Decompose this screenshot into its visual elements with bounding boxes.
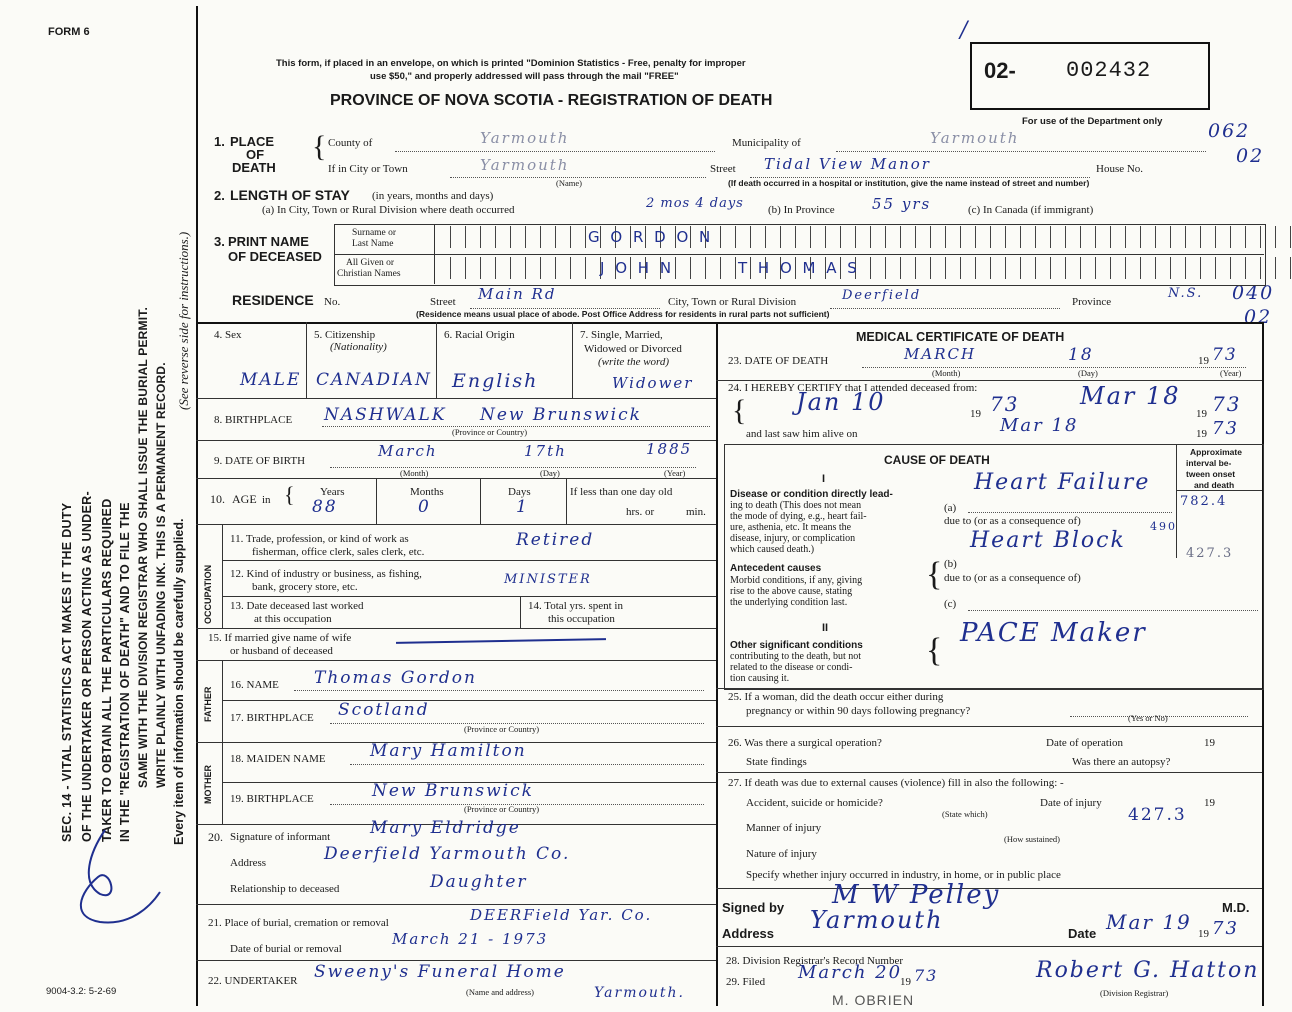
occupation-side-label: OCCUPATION — [203, 564, 213, 624]
industry-label-2: bank, grocery store, etc. — [252, 581, 358, 593]
mother-birthplace-value: New Brunswick — [372, 781, 534, 801]
dob-year: 1885 — [646, 440, 693, 458]
personal-row-bottom — [196, 398, 716, 399]
residence-city-line — [830, 308, 1060, 309]
attended-to-year-prefix: 19 — [1196, 408, 1207, 420]
industry-label-1: 12. Kind of industry or business, as fishing, — [230, 568, 422, 580]
yes-no-note: (Yes or No) — [1128, 713, 1168, 723]
racial-value: English — [452, 370, 539, 392]
death-month-note: (Month) — [932, 368, 961, 378]
total-years-label-1: 14. Total yrs. spent in — [528, 600, 623, 612]
marital-label-2: Widowed or Divorced — [584, 343, 682, 355]
cause-a-label: (a) — [944, 502, 957, 514]
age-months-divider — [480, 478, 481, 524]
interval-label-2: interval be- — [1186, 458, 1232, 468]
death-date-line — [862, 367, 1246, 368]
surname-value: G O R D O N — [588, 228, 714, 246]
trade-row-bottom — [222, 560, 716, 561]
side-instruction-3: TAKER TO OBTAIN ALL THE PARTICULARS REQUIRED — [100, 498, 114, 842]
father-birthplace-label: 17. BIRTHPLACE — [230, 712, 314, 724]
antecedent-label-3: the underlying condition last. — [730, 597, 848, 608]
stay-b-label: (b) In Province — [768, 204, 835, 216]
medical-title: MEDICAL CERTIFICATE OF DEATH — [856, 330, 1065, 344]
county-value: Yarmouth — [480, 129, 570, 147]
part-two-label: II — [822, 622, 829, 634]
direct-cause-label-3: the mode of dying, e.g., heart fail- — [730, 511, 867, 522]
cause-title: CAUSE OF DEATH — [884, 453, 990, 467]
stay-number: 2. — [214, 188, 225, 203]
place-label-2: OF — [246, 147, 265, 162]
dob-month-note: (Month) — [400, 468, 429, 478]
place-label-1: PLACE — [230, 134, 275, 149]
age-days-divider — [566, 478, 567, 524]
cause-a-code: 782.4 — [1180, 494, 1228, 509]
spouse-row-bottom — [196, 660, 716, 661]
father-side-label: FATHER — [203, 686, 213, 722]
cause-b-label: (b) — [944, 558, 957, 570]
city-name-note: (Name) — [556, 178, 582, 188]
citizenship-value: CANADIAN — [316, 370, 432, 390]
direct-cause-label-4: ure, asthenia, etc. It means the — [730, 522, 852, 533]
occupation-row-bottom — [196, 628, 716, 629]
side-instruction-5: SAME WITH THE DIVISION REGISTRAR WHO SHALL ISSUE THE BURIAL PERMIT. — [136, 307, 150, 788]
place-number: 1. — [214, 134, 225, 149]
interval-divider — [1176, 444, 1177, 558]
antecedent-label-1: Morbid conditions, if any, giving — [730, 575, 863, 586]
direct-cause-label-1: Disease or condition directly lead- — [730, 489, 893, 500]
age-years-divider — [376, 478, 377, 524]
given-name-2: T H O M A S — [738, 259, 860, 277]
dob-day: 17th — [524, 442, 567, 460]
citizen-divider — [436, 322, 437, 398]
form-title: PROVINCE OF NOVA SCOTIA - REGISTRATION OF DEATH — [330, 92, 773, 109]
cause-c-line — [968, 610, 1258, 611]
informant-relationship: Daughter — [430, 872, 528, 892]
stay-c-label: (c) In Canada (if immigrant) — [968, 204, 1094, 216]
informant-signature: Mary Eldridge — [370, 818, 521, 838]
direct-cause-label-2: ing to death (This does not mean — [730, 500, 862, 511]
total-years-label-2: this occupation — [548, 613, 615, 625]
deceased-label-1: PRINT NAME — [228, 234, 309, 249]
cause-b-code: 427.3 — [1186, 546, 1234, 561]
age-years-value: 88 — [312, 497, 338, 517]
city-value: Yarmouth — [480, 156, 570, 174]
undertaker-note: (Name and address) — [466, 987, 534, 997]
side-instruction-8: (See reverse side for instructions.) — [176, 231, 191, 410]
father-name-value: Thomas Gordon — [314, 668, 477, 688]
interval-label-4: and death — [1194, 480, 1235, 490]
direct-cause-label-5: disease, injury, or complication — [730, 533, 856, 544]
manner-label: Manner of injury — [746, 822, 822, 834]
interval-header-line — [1176, 490, 1262, 491]
father-birthplace-note: (Province or Country) — [464, 724, 540, 734]
department-use-label: For use of the Department only — [1022, 116, 1163, 127]
form-number: FORM 6 — [48, 26, 90, 38]
city-label: If in City or Town — [328, 163, 408, 175]
registration-number-box — [970, 42, 1210, 110]
external-row-top — [716, 772, 1262, 773]
burial-place-label: 21. Place of burial, cremation or removal — [208, 917, 389, 929]
last-saw-year: 73 — [1212, 418, 1239, 439]
side-instruction-7: Every item of information should be carefully supplied. — [172, 518, 186, 845]
burial-date: March 21 - 1973 — [392, 930, 549, 948]
birthplace-province: New Brunswick — [480, 405, 642, 425]
age-months-value: 0 — [418, 497, 431, 517]
birthplace-row-bottom — [196, 440, 716, 441]
interval-label-1: Approximate — [1190, 447, 1242, 457]
deceased-label-2: OF DECEASED — [228, 249, 322, 264]
municipality-value: Yarmouth — [930, 129, 1020, 147]
side-instruction-6: WRITE PLAINLY WITH UNFADING INK. THIS IS A PERMANENT RECORD. — [154, 362, 168, 788]
mother-birthplace-label: 19. BIRTHPLACE — [230, 793, 314, 805]
spouse-blank-stroke — [396, 638, 606, 644]
interval-label-3: tween onset — [1186, 469, 1236, 479]
trade-label-1: 11. Trade, profession, or kind of work as — [230, 533, 409, 545]
department-code-4: 02 — [1244, 306, 1273, 328]
occupation-side-divider — [222, 524, 223, 628]
burial-place: DEERField Yar. Co. — [470, 906, 653, 924]
mother-name-label: 18. MAIDEN NAME — [230, 753, 326, 765]
surgical-label: 26. Was there a surgical operation? — [728, 737, 882, 749]
residence-province-value: N.S. — [1168, 286, 1204, 301]
certify-label: 24. I HEREBY CERTIFY that I attended deceased from: — [728, 382, 978, 394]
form-left-border — [196, 6, 198, 1006]
surname-label-1: Surname or — [352, 228, 397, 238]
physician-year: 73 — [1212, 918, 1239, 939]
burial-row-bottom — [196, 960, 716, 961]
father-birthplace-value: Scotland — [338, 700, 430, 720]
place-label-3: DEATH — [232, 160, 276, 175]
other-conditions-brace: { — [926, 632, 943, 669]
injury-date-label: Date of injury — [1040, 797, 1102, 809]
physician-date-label: Date — [1068, 926, 1097, 941]
age-days-value: 1 — [516, 497, 529, 517]
street-note: (If death occurred in a hospital or institution, give the name instead of street and number) — [728, 178, 1090, 188]
mother-name-line — [350, 764, 704, 765]
residence-note: (Residence means usual place of abode. Post Office Address for residents in rural parts not sufficient) — [416, 309, 830, 319]
woman-row-top — [716, 688, 1262, 689]
cause-c-label: (c) — [944, 598, 957, 610]
certify-top-border — [716, 380, 1262, 381]
age-less-day-label: If less than one day old — [570, 486, 673, 498]
age-years-label: Years — [320, 486, 345, 498]
registrar-stamp: M. OBRIEN — [832, 992, 915, 1008]
antecedent-label-2: rise to the above cause, stating — [730, 586, 853, 597]
municipality-label: Municipality of — [732, 137, 801, 149]
street-value: Tidal View Manor — [764, 155, 931, 173]
due-to-label-2: due to (or as a consequence of) — [944, 572, 1081, 584]
death-date-label: 23. DATE OF DEATH — [728, 355, 829, 367]
physician-year-prefix: 19 — [1198, 928, 1209, 940]
industry-value: MINISTER — [504, 572, 592, 587]
nature-label: Nature of injury — [746, 848, 817, 860]
residence-street-value: Main Rd — [478, 285, 557, 303]
dob-month: March — [378, 442, 438, 460]
physician-address-label: Address — [722, 926, 775, 941]
mother-side-label: MOTHER — [203, 765, 213, 804]
dob-row-bottom — [196, 478, 716, 479]
mother-birthplace-note: (Province or Country) — [464, 804, 540, 814]
sex-value: MALE — [240, 370, 302, 390]
section-top-border — [196, 322, 1262, 324]
informant-address-label: Address — [230, 857, 267, 869]
last-worked-label-1: 13. Date deceased last worked — [230, 600, 364, 612]
accident-label: Accident, suicide or homicide? — [746, 797, 883, 809]
side-instruction-2: OF THE UNDERTAKER OR PERSON ACTING AS UNDER- — [80, 491, 94, 842]
name-grid-label-divider — [434, 224, 435, 284]
attended-from-year: 73 — [990, 392, 1020, 416]
sex-divider — [306, 322, 307, 398]
residence-no-label: No. — [324, 296, 341, 308]
due-to-label-1: due to (or as a consequence of) — [944, 515, 1081, 527]
racial-label: 6. Racial Origin — [444, 329, 515, 341]
operation-year-prefix: 19 — [1204, 737, 1215, 749]
name-grid-divider — [334, 254, 1264, 255]
other-conditions-label-2: contributing to the death, but not — [730, 651, 862, 662]
death-year: 73 — [1212, 345, 1238, 365]
age-in-label: in — [262, 494, 271, 506]
dob-day-note: (Day) — [540, 468, 560, 478]
death-day: 18 — [1068, 345, 1094, 365]
certify-brace: { — [732, 394, 747, 427]
column-divider — [716, 322, 718, 1006]
given-label-2: Christian Names — [337, 269, 401, 279]
informant-address: Deerfield Yarmouth Co. — [324, 844, 571, 864]
marital-value: Widower — [612, 374, 694, 392]
trade-value: Retired — [516, 530, 595, 550]
father-name-label: 16. NAME — [230, 679, 279, 691]
marital-label-1: 7. Single, Married, — [580, 329, 663, 341]
woman-label-1: 25. If a woman, did the death occur either during — [728, 691, 944, 703]
death-year-prefix: 19 — [1198, 355, 1209, 367]
death-day-note: (Day) — [1078, 368, 1098, 378]
state-which-note: (State which) — [942, 809, 988, 819]
attended-to: Mar 18 — [1080, 382, 1181, 410]
sex-label: 4. Sex — [214, 329, 242, 341]
mother-name-value: Mary Hamilton — [370, 741, 527, 761]
last-saw-date: Mar 18 — [1000, 415, 1079, 436]
md-label: M.D. — [1222, 900, 1250, 915]
part-one-label: I — [822, 473, 826, 485]
surgical-row-top — [716, 726, 1262, 727]
citizenship-label-2: (Nationality) — [330, 341, 387, 353]
citizenship-label-1: 5. Citizenship — [314, 329, 376, 341]
marital-label-3: (write the word) — [598, 356, 670, 368]
undertaker-town: Yarmouth. — [594, 985, 686, 1001]
injury-code: 427.3 — [1128, 805, 1187, 825]
birthplace-note: (Province or Country) — [452, 427, 528, 437]
filed-date: March 20 — [798, 962, 903, 983]
direct-cause-label-6: which caused death.) — [730, 544, 815, 555]
physician-date: Mar 19 — [1106, 910, 1192, 934]
age-number: 10. — [210, 492, 225, 506]
age-hours-label: hrs. or — [626, 506, 655, 518]
death-year-note: (Year) — [1220, 368, 1242, 378]
trade-label-2: fisherman, office clerk, sales clerk, etc. — [252, 546, 425, 558]
given-name-cells — [436, 257, 1292, 279]
informant-row-bottom — [196, 904, 716, 905]
informant-signature-label: Signature of informant — [230, 831, 331, 843]
other-conditions-label-3: related to the disease or condi- — [730, 662, 853, 673]
handwritten-scribble-icon — [60, 822, 170, 932]
death-month: MARCH — [904, 345, 977, 363]
racial-divider — [572, 322, 573, 398]
father-name-bottom — [222, 700, 716, 701]
footer-code: 9004-3.2: 5-2-69 — [46, 986, 117, 997]
age-brace: { — [284, 482, 295, 507]
registrar-row-top — [716, 946, 1262, 947]
registration-number: 002432 — [1066, 58, 1152, 83]
birthplace-label: 8. BIRTHPLACE — [214, 414, 293, 426]
deceased-number: 3. — [214, 234, 225, 249]
registrar-signature: Robert G. Hatton — [1036, 958, 1260, 983]
other-conditions-value: PACE Maker — [960, 618, 1147, 648]
dob-label: 9. DATE OF BIRTH — [214, 455, 306, 467]
stay-a-label: (a) In City, Town or Rural Division where death occurred — [262, 204, 515, 216]
burial-date-label: Date of burial or removal — [230, 943, 342, 955]
physician-signature: M W Pelley — [832, 880, 1001, 910]
check-mark: / — [960, 18, 970, 43]
age-months-label: Months — [410, 486, 444, 498]
last-worked-label-2: at this occupation — [254, 613, 332, 625]
age-label: AGE — [232, 492, 257, 506]
filed-year-prefix: 19 — [900, 976, 911, 988]
autopsy-label: Was there an autopsy? — [1072, 756, 1171, 768]
stay-label-note: (in years, months and days) — [372, 190, 494, 202]
mail-notice-2: use $50," and properly addressed will pass through the mail "FREE" — [370, 71, 679, 82]
attended-to-year: 73 — [1212, 392, 1242, 416]
department-code-1: 062 — [1208, 120, 1251, 142]
industry-row-bottom — [222, 596, 716, 597]
undertaker-name: Sweeny's Funeral Home — [314, 962, 566, 982]
physician-address: Yarmouth — [810, 906, 944, 934]
residence-city-value: Deerfield — [842, 288, 922, 303]
municipality-line — [836, 151, 1206, 152]
county-line — [395, 151, 715, 152]
other-conditions-label-4: tion causing it. — [730, 673, 790, 684]
birthplace-city: NASHWALK — [324, 405, 447, 425]
industry-place-label: Specify whether injury occurred in industry, in home, or in public place — [746, 869, 1061, 881]
cause-a-value: Heart Failure — [974, 470, 1151, 495]
registrar-note: (Division Registrar) — [1100, 988, 1169, 998]
cause-a-line — [968, 512, 1172, 513]
residence-street-label: Street — [430, 296, 456, 308]
operation-date-label: Date of operation — [1046, 737, 1123, 749]
dob-line — [330, 467, 696, 468]
signed-by-label: Signed by — [722, 900, 785, 915]
attended-from: Jan 10 — [796, 388, 886, 416]
age-row-bottom — [196, 524, 716, 525]
age-days-label: Days — [508, 486, 531, 498]
side-instruction-1: SEC. 14 - VITAL STATISTICS ACT MAKES IT THE DUTY — [60, 502, 74, 842]
house-number-label: House No. — [1096, 163, 1144, 175]
undertaker-label: 22. UNDERTAKER — [208, 975, 298, 987]
spouse-label-2: or husband of deceased — [230, 645, 333, 657]
department-code-3: 040 — [1232, 282, 1275, 304]
attended-from-year-prefix: 19 — [970, 408, 981, 420]
street-label: Street — [710, 163, 736, 175]
surname-label-2: Last Name — [352, 239, 394, 249]
informant-relationship-label: Relationship to deceased — [230, 883, 340, 895]
county-label: County of — [328, 137, 373, 149]
surname-cells — [436, 226, 1292, 248]
informant-number: 20. — [208, 830, 223, 844]
last-saw-year-prefix: 19 — [1196, 428, 1207, 440]
last-saw-label: and last saw him alive on — [746, 428, 858, 440]
residence-city-label: City, Town or Rural Division — [668, 296, 797, 308]
stay-b-value: 55 yrs — [872, 195, 932, 213]
age-minutes-label: min. — [686, 506, 706, 518]
antecedent-label: Antecedent causes — [730, 563, 822, 574]
total-years-divider — [520, 596, 521, 628]
injury-year-prefix: 19 — [1204, 797, 1215, 809]
external-label: 27. If death was due to external causes (violence) fill in also the following: - — [728, 777, 1064, 789]
stay-label: LENGTH OF STAY — [230, 187, 350, 203]
woman-label-2: pregnancy or within 90 days following pregnancy? — [746, 705, 971, 717]
stay-a-value: 2 mos 4 days — [646, 196, 744, 211]
how-sustained-note: (How sustained) — [1004, 834, 1060, 844]
antecedent-brace: { — [926, 556, 943, 593]
given-name-1: J O H N — [600, 259, 675, 277]
residence-label: RESIDENCE — [232, 292, 314, 308]
given-label-1: All Given or — [346, 258, 395, 268]
state-findings-label: State findings — [746, 756, 807, 768]
father-name-line — [294, 690, 704, 691]
record-number-label: 28. Division Registrar's Record Number — [726, 955, 904, 967]
cause-b-value: Heart Block — [970, 528, 1126, 553]
filed-label: 29. Filed — [726, 976, 766, 988]
residence-province-label: Province — [1072, 296, 1112, 308]
place-brace: { — [312, 130, 327, 163]
department-code-2: 02 — [1236, 145, 1265, 167]
other-conditions-label-1: Other significant conditions — [730, 640, 863, 651]
due-to-code: 490 — [1150, 520, 1177, 533]
registration-prefix: 02- — [984, 58, 1016, 83]
spouse-label-1: 15. If married give name of wife — [208, 632, 352, 644]
side-instruction-4: IN THE "REGISTRATION OF DEATH" AND TO FILE THE — [118, 502, 132, 842]
filed-year: 73 — [914, 966, 939, 985]
mail-notice-1: This form, if placed in an envelope, on which is printed "Dominion Statistics - Free, penalty for improper — [276, 58, 746, 69]
dob-year-note: (Year) — [664, 468, 686, 478]
